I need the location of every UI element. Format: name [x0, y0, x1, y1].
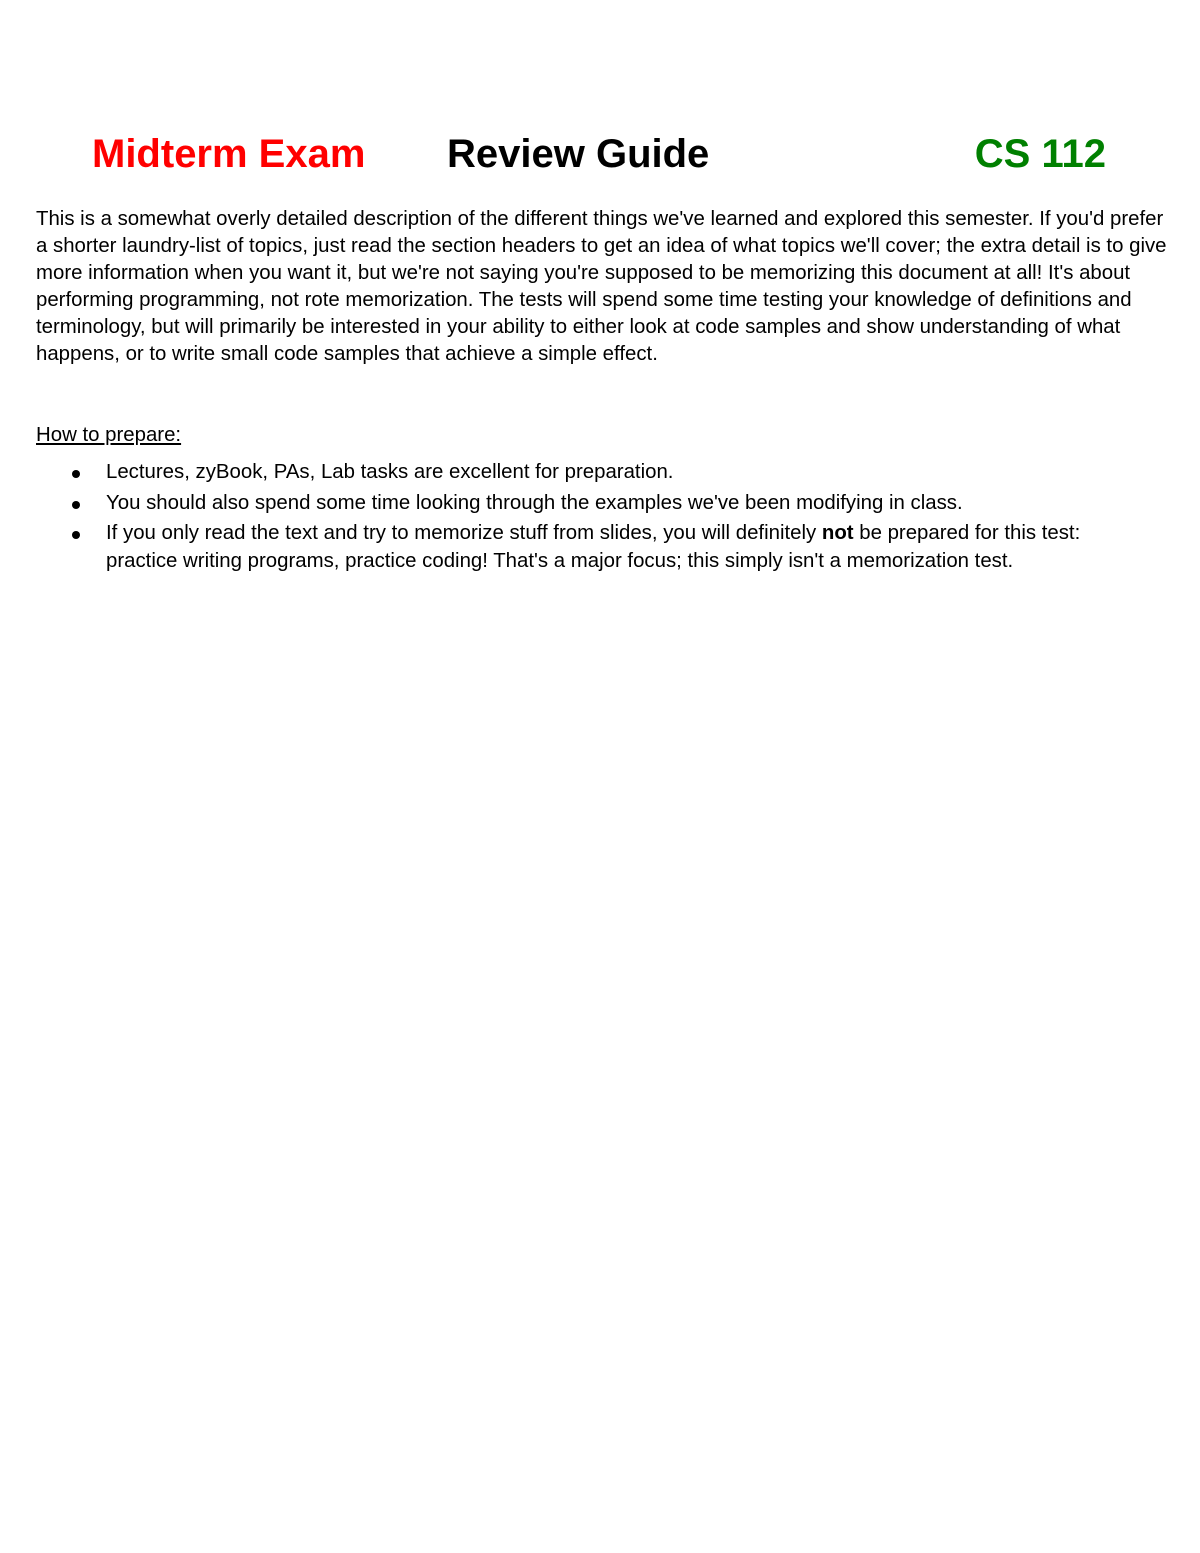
title-course-code: CS 112: [974, 132, 1106, 176]
bullet-icon: [72, 501, 80, 509]
prepare-heading: How to prepare:: [36, 424, 182, 446]
list-item-text: You should also spend some time looking through the examples we've been modifying in class.: [106, 491, 963, 514]
title-guide-label: Review Guide: [447, 132, 710, 176]
list-item-text: Lectures, zyBook, PAs, Lab tasks are excellent for preparation.: [106, 461, 674, 483]
intro-paragraph: This is a somewhat overly detailed description of the different things we've learned and explored this semester. If you'd prefer a shorter laundry-list of topics, just read the section headers to get an idea of what topics we'll cover; the extra detail is to give more information when you want it, but we're not saying you're supposed to be memorizing this document at all! It's about performing programming, not rote memorization. The tests will spend some time testing your knowledge of definitions and terminology, but will primarily be interested in your ability to either look at code samples and show understanding of what happens, or to write small code samples that achieve a simple effect.: [36, 208, 1167, 366]
bullet-icon: [72, 531, 80, 539]
list-item: [36, 520, 1156, 575]
list-item-text-after: be prepared for this test: practice writing programs, practice coding! That's a major focus; this simply isn't a memorization test.: [106, 522, 1081, 572]
list-item-emphasis: not: [821, 522, 854, 544]
list-item-text-before: If you only read the text and try to memorize stuff from slides, you will definitely: [106, 522, 822, 544]
document-title: [92, 128, 1112, 180]
title-exam-name: Midterm Exam: [92, 132, 366, 176]
prepare-list: [36, 459, 1156, 578]
bullet-icon: [72, 470, 80, 478]
list-item: [36, 459, 1156, 487]
list-item: [36, 490, 1156, 518]
